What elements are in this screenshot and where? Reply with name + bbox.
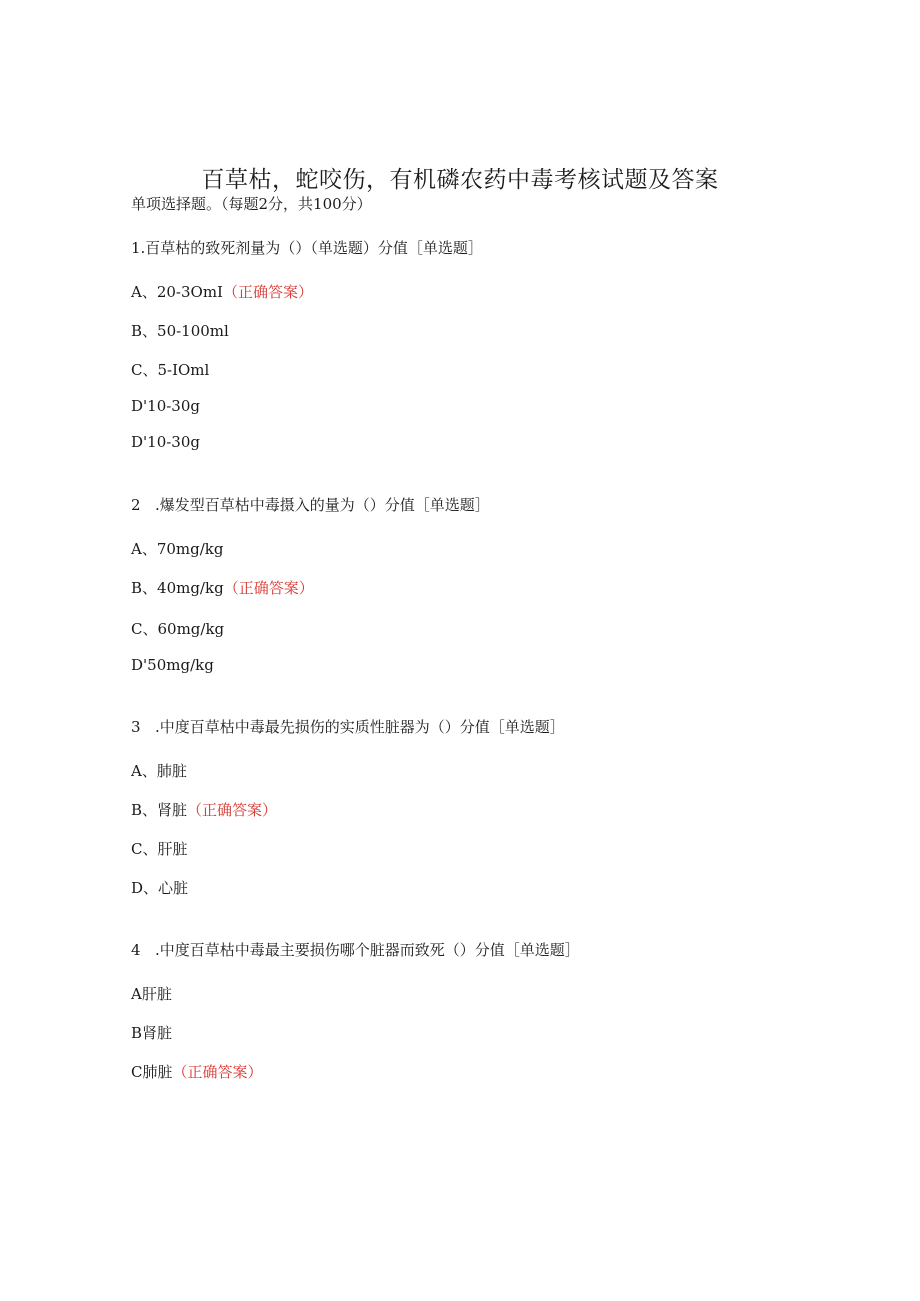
option-text: A肝脏 — [131, 985, 172, 1003]
question-2 — [131, 494, 490, 515]
option-text: C、5-IOml — [131, 361, 210, 379]
document-title: 百草枯，蛇咬伤，有机磷农药中毒考核试题及答案 — [201, 167, 719, 193]
question-3-text: .中度百草枯中毒最先损伤的实质性脏器为（）分值［单选题］ — [155, 718, 565, 736]
option-text: C、60mg∕kg — [131, 620, 225, 638]
option-text: C肺脏 — [131, 1063, 173, 1081]
q3-option-c — [131, 838, 187, 859]
option-text: B、40mg∕kg — [131, 579, 224, 597]
correct-answer-mark: （正确答案） — [187, 801, 278, 819]
option-text: A、70mg∕kg — [131, 540, 224, 558]
question-2-number: 2 — [131, 496, 141, 514]
q1-option-d — [131, 397, 200, 415]
q4-option-a — [131, 983, 172, 1004]
question-3-number: 3 — [131, 718, 141, 736]
option-text: D'10-30g — [131, 397, 200, 415]
option-text: B、50-100ml — [131, 322, 229, 340]
q2-option-d — [131, 656, 214, 674]
question-4-number: 4 — [131, 941, 141, 959]
question-3 — [131, 716, 565, 737]
option-text: C、肝脏 — [131, 840, 188, 858]
option-text: D、心脏 — [131, 879, 189, 897]
q1-option-c — [131, 359, 209, 380]
option-text: D'10-30g — [131, 433, 200, 451]
q2-option-a — [131, 538, 224, 559]
q3-option-a — [131, 760, 187, 781]
option-text: B肾脏 — [131, 1024, 173, 1042]
q3-option-b — [131, 799, 277, 820]
correct-answer-mark: （正确答案） — [223, 579, 314, 597]
option-text: A、肺脏 — [131, 762, 187, 780]
q4-option-c — [131, 1061, 263, 1082]
question-1-text: 1.百草枯的致死剂量为（）（单选题）分值［单选题］ — [131, 239, 483, 257]
q2-option-c — [131, 618, 224, 639]
q1-option-a — [131, 281, 313, 302]
correct-answer-mark: （正确答案） — [172, 1063, 263, 1081]
option-text: B、肾脏 — [131, 801, 188, 819]
question-1 — [131, 237, 483, 258]
question-2-text: .爆发型百草枯中毒摄入的量为（）分值［单选题］ — [155, 496, 490, 514]
option-text: D'50mg∕kg — [131, 656, 214, 674]
section-intro: 单项选择题。（每题2分，共100分） — [131, 195, 372, 213]
option-text: A、20-3OmI — [131, 283, 223, 301]
q1-option-d-duplicate — [131, 433, 200, 451]
question-4 — [131, 939, 580, 960]
q3-option-d — [131, 877, 188, 898]
q1-option-b — [131, 320, 229, 341]
q4-option-b — [131, 1022, 172, 1043]
question-4-text: .中度百草枯中毒最主要损伤哪个脏器而致死（）分值［单选题］ — [155, 941, 580, 959]
q2-option-b — [131, 577, 314, 598]
correct-answer-mark: （正确答案） — [222, 283, 313, 301]
